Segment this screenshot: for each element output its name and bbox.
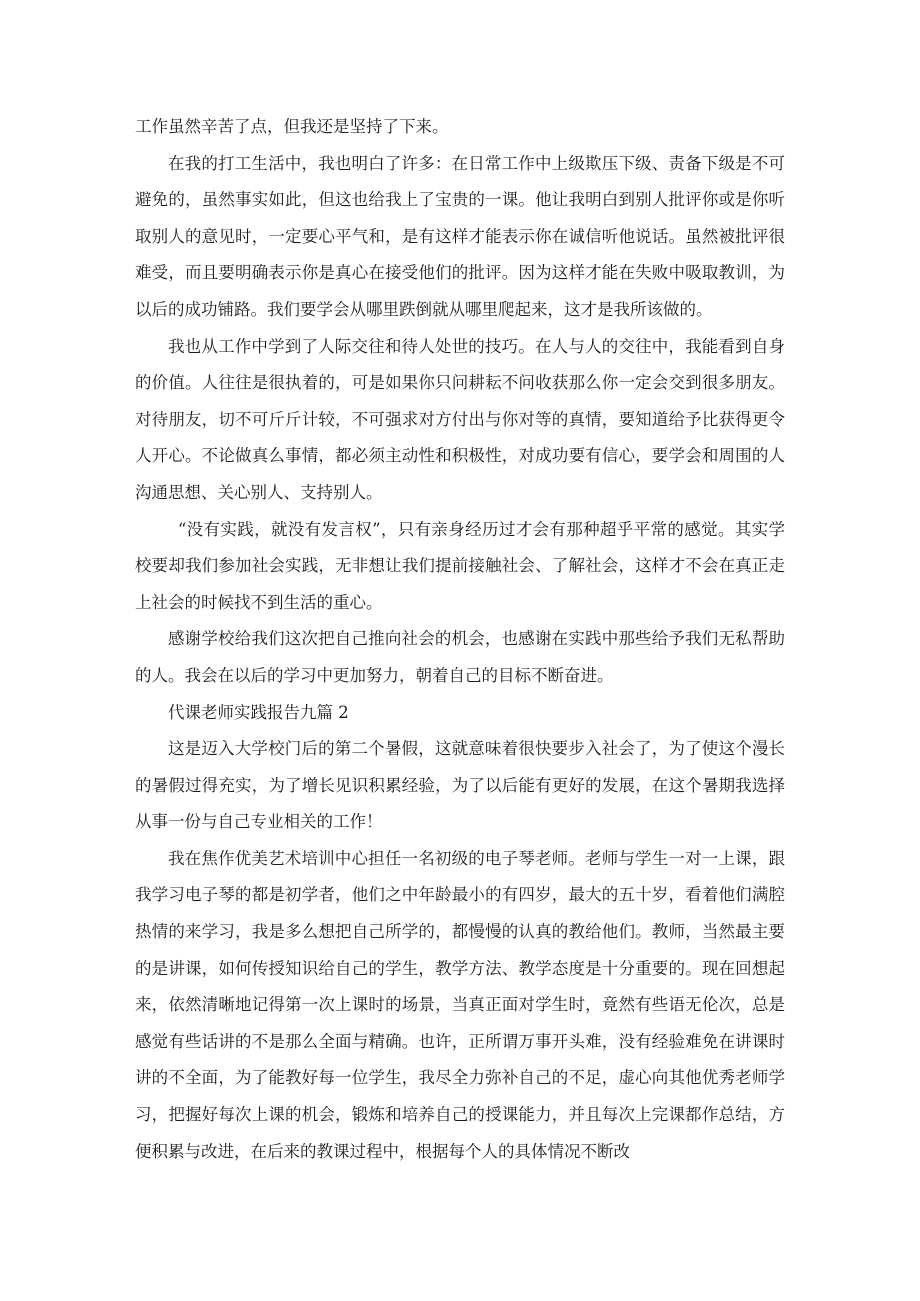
paragraph-teaching-experience: 我在焦作优美艺术培训中心担任一名初级的电子琴老师。老师与学生一对一上课，跟我学习电子琴的都是初学者，他们之中年龄最小的有四岁，最大的五十岁，看着他们满腔热情的来学习，我是多么想把自己所学的，都慢慢的认真的教给他们。教师，当然最主要的是讲课，如何传授知识给自己的学生，教学方法、教学态度是十分重要的。现在回想起来，依然清晰地记得第一次上课时的场景，当真正面对学生时，竟然有些语无伦次，总是感觉有些话讲的不是那么全面与精确。也许，正所谓万事开头难，没有经验难免在讲课时讲的不全面，为了能教好每一位学生，我尽全力弥补自己的不足，虚心向其他优秀老师学习，把握好每次上课的机会，锻炼和培养自己的授课能力，并且每次上完课都作总结，方便积累与改进，在后来的教课过程中，根据每个人的具体情况不断改: [135, 848, 785, 1161]
paragraph-interpersonal-skills: 我也从工作中学到了人际交往和待人处世的技巧。在人与人的交往中，我能看到自身的价值。人往往是很执着的，可是如果你只问耕耘不问收获那么你一定会交到很多朋友。对待朋友，切不可斤斤计较，不可强求对方付出与你对等的真情，要知道给予比获得更令人开心。不论做真么事情，都必须主动性和积极性，对成功要有信心，要学会和周围的人沟通思想、关心别人、支持别人。: [135, 336, 785, 502]
paragraph-practice-quote: “没有实践，就没有发言权”，只有亲身经历过才会有那种超乎平常的感觉。其实学校要却我们参加社会实践，无非想让我们提前接触社会、了解社会，这样才不会在真正走上社会的时候找不到生活的重心。: [135, 519, 785, 612]
paragraph-gratitude: 感谢学校给我们这次把自己推向社会的机会，也感谢在实践中那些给予我们无私帮助的人。我会在以后的学习中更加努力，朝着自己的目标不断奋进。: [135, 629, 785, 685]
paragraph-criticism-lesson: 在我的打工生活中，我也明白了许多：在日常工作中上级欺压下级、责备下级是不可避免的，虽然事实如此，但这也给我上了宝贵的一课。他让我明白到别人批评你或是你听取别人的意见时，一定要心平气和，是有这样才能表示你在诚信听他说话。虽然被批评很难受，而且要明确表示你是真心在接受他们的批评。因为这样才能在失败中吸取教训，为以后的成功铺路。我们要学会从哪里跌倒就从哪里爬起来，这才是我所该做的。: [135, 153, 785, 319]
paragraph-continuation: 工作虽然辛苦了点，但我还是坚持了下来。: [135, 117, 449, 136]
section-heading: 代课老师实践报告九篇 2: [168, 702, 349, 722]
document-body: [135, 109, 785, 1170]
paragraph-summer-intro: 这是迈入大学校门后的第二个暑假，这就意味着很快要步入社会了，为了使这个漫长的暑假过得充实，为了增长见识积累经验，为了以后能有更好的发展，在这个暑期我选择从事一份与自己专业相关的工作！: [135, 739, 785, 832]
